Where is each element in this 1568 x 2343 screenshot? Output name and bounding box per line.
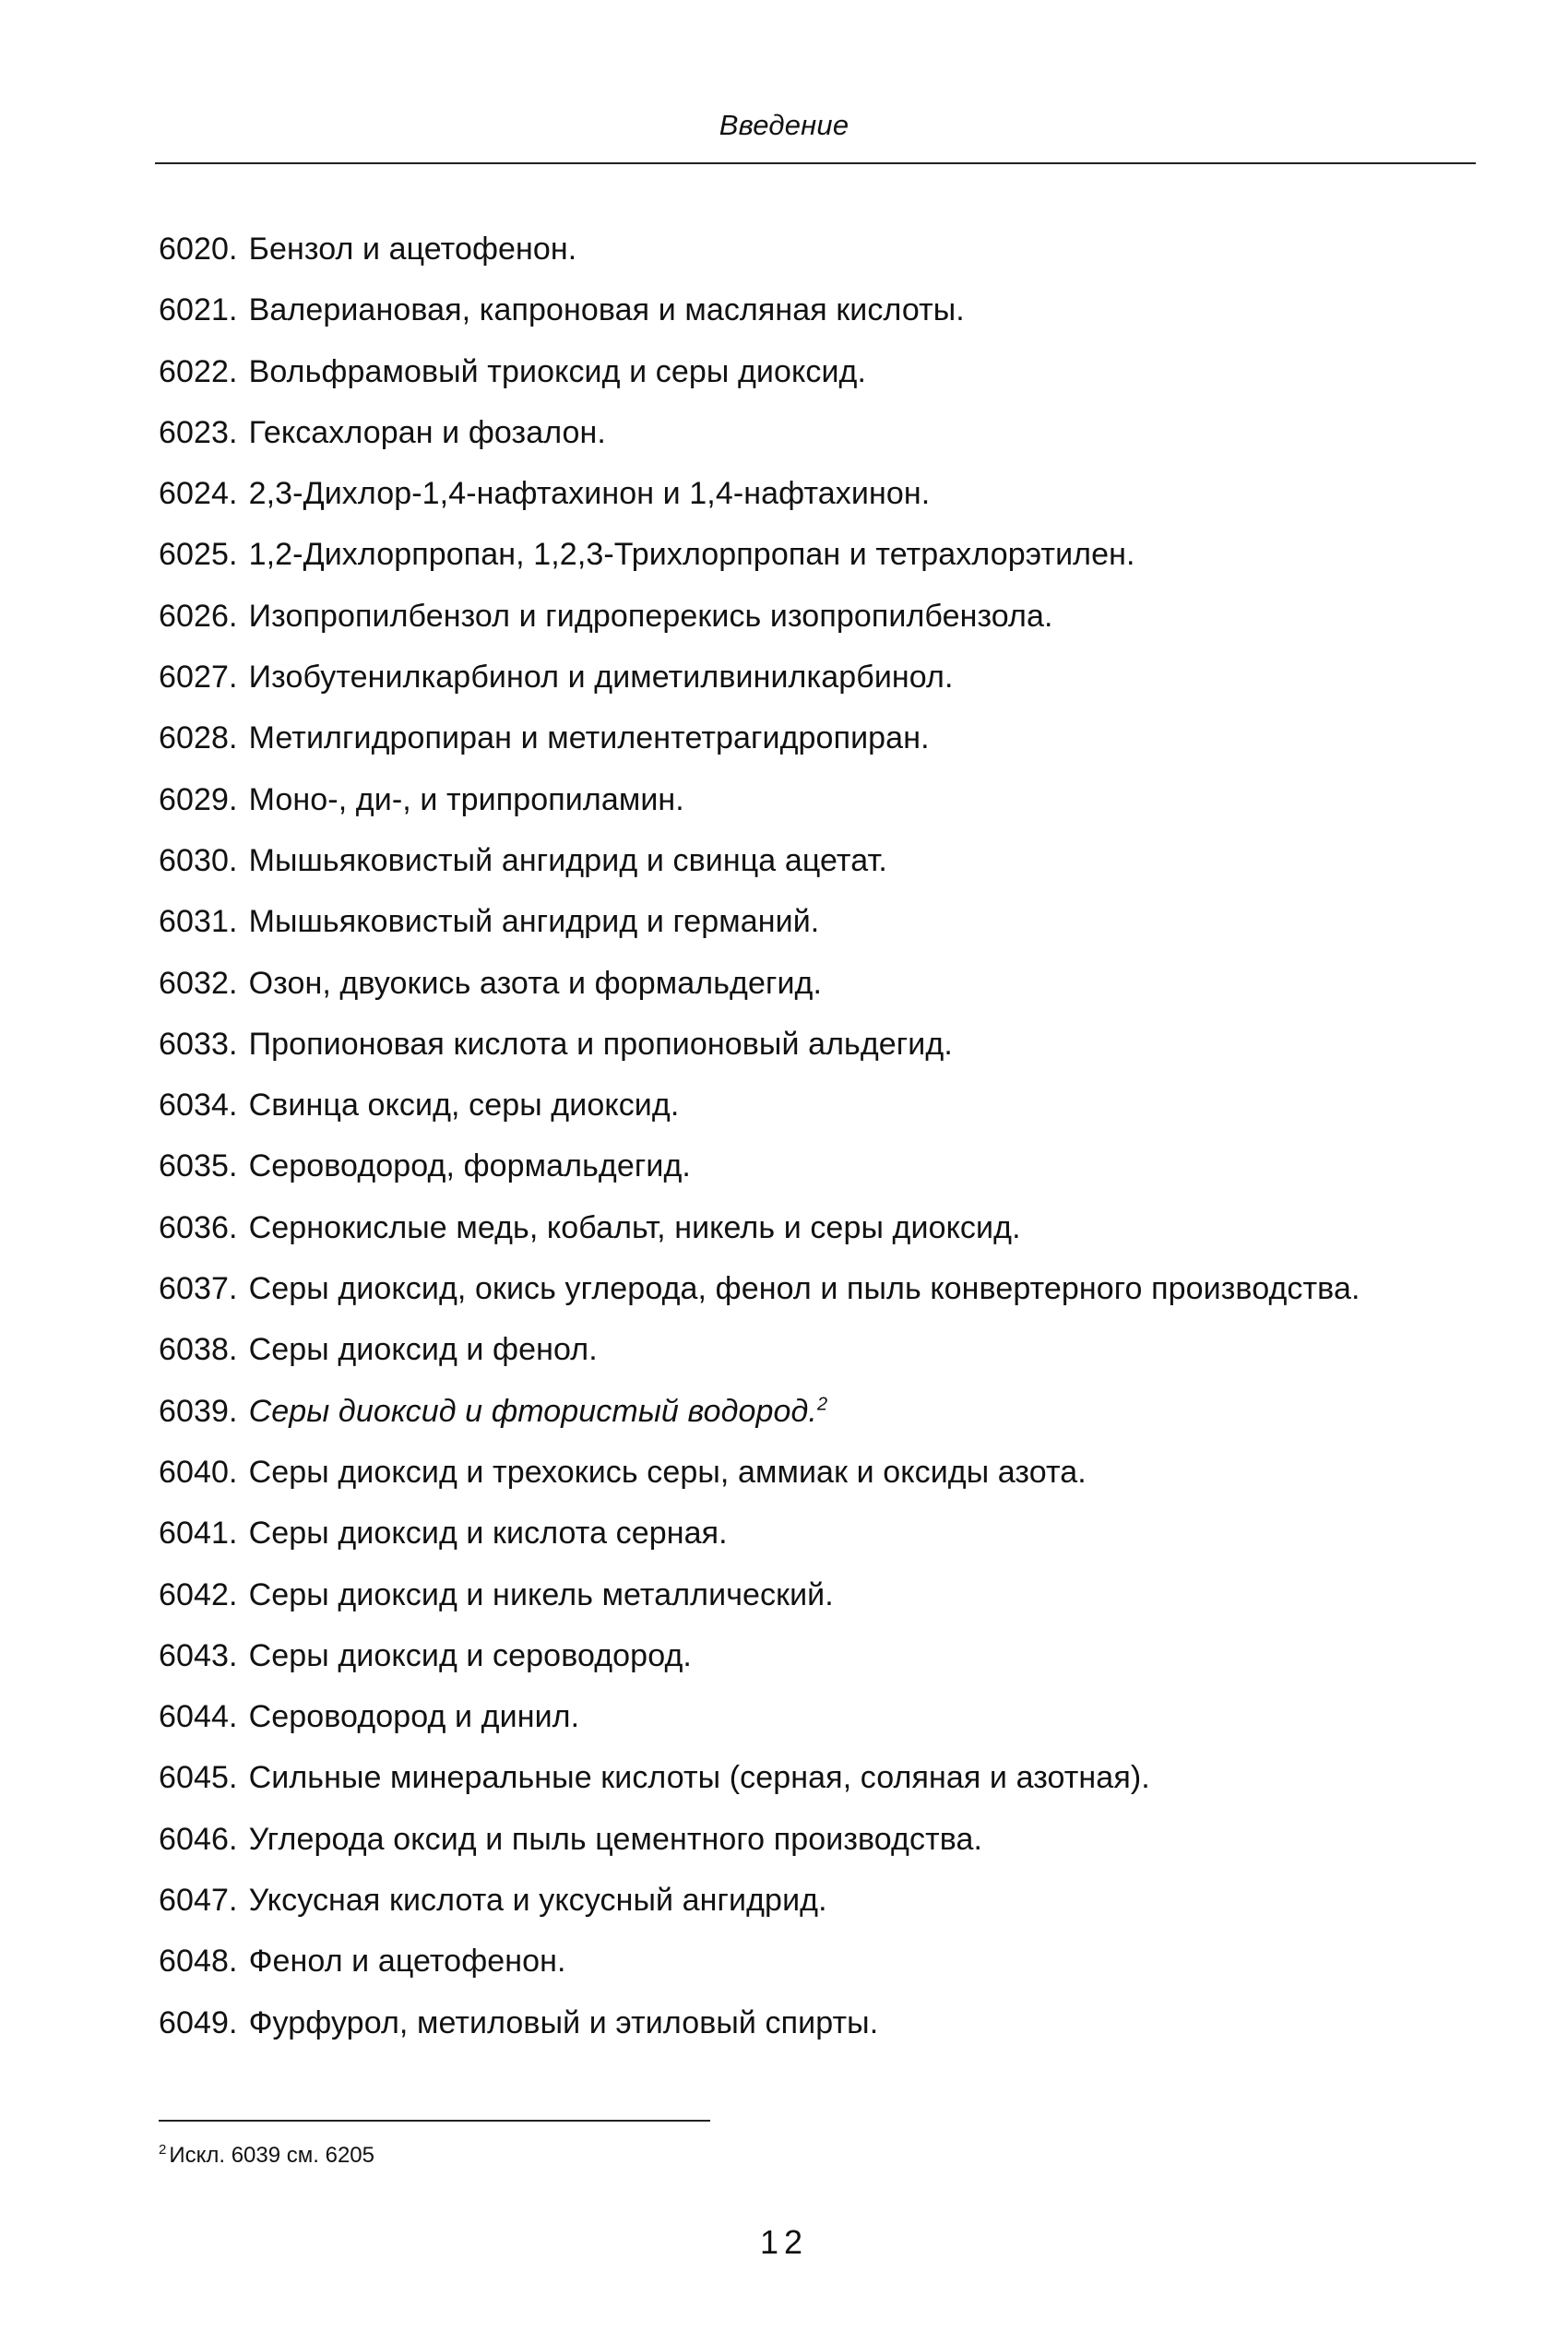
entry-code: 6035. — [159, 1148, 238, 1184]
entry-code: 6047. — [159, 1883, 238, 1919]
list-item — [159, 1513, 1478, 1574]
entry-text: Серы диоксид и никель металлический. — [248, 1576, 834, 1612]
entry-code: 6048. — [159, 1944, 238, 1980]
entry-code: 6023. — [159, 414, 238, 450]
entry-code: 6031. — [159, 904, 238, 940]
list-item — [159, 1635, 1478, 1696]
entry-text: Мышьяковистый ангидрид и германий. — [248, 904, 820, 940]
list-item — [159, 657, 1478, 718]
entry-text: Моно-, ди-, и трипропиламин. — [248, 781, 684, 817]
list-item — [159, 1329, 1478, 1390]
running-header: Введение — [719, 109, 849, 141]
entry-code: 6029. — [159, 781, 238, 817]
entry-text: Мышьяковистый ангидрид и свинца ацетат. — [248, 842, 887, 878]
list-item — [159, 290, 1478, 351]
entry-code: 6042. — [159, 1576, 238, 1612]
list-item — [159, 412, 1478, 473]
entry-text: Серы диоксид и кислота серная. — [248, 1516, 728, 1552]
list-item — [159, 1207, 1478, 1268]
entry-text: Озон, двуокись азота и формальдегид. — [248, 965, 823, 1001]
entry-code: 6021. — [159, 292, 238, 328]
entry-text: Вольфрамовый триоксид и серы диоксид. — [248, 353, 867, 389]
entry-code: 6036. — [159, 1209, 238, 1245]
entry-text: Бензол и ацетофенон. — [248, 232, 577, 267]
entry-text: Углерода оксид и пыль цементного производства. — [248, 1821, 983, 1857]
entry-code: 6020. — [159, 232, 238, 267]
entry-code: 6032. — [159, 965, 238, 1001]
list-item — [159, 1757, 1478, 1818]
entry-text: Серы диоксид и сероводород. — [248, 1637, 692, 1673]
entry-text: Изопропилбензол и гидроперекись изопропилбензола. — [248, 598, 1053, 634]
footnote-text: Искл. 6039 см. 6205 — [169, 2143, 374, 2168]
entry-text: Сероводород, формальдегид. — [248, 1148, 691, 1184]
list-item — [159, 840, 1478, 901]
list-item — [159, 596, 1478, 657]
list-item — [159, 779, 1478, 840]
entry-text: 2,3-Дихлор-1,4-нафтахинон и 1,4-нафтахинон. — [248, 476, 931, 512]
entry-code: 6038. — [159, 1332, 238, 1368]
entry-code: 6039. — [159, 1393, 238, 1429]
list-item — [159, 473, 1478, 534]
list-item — [159, 1085, 1478, 1146]
page-number: 12 — [759, 2223, 809, 2261]
list-item — [159, 1024, 1478, 1085]
entry-text: Серы диоксид и фенол. — [248, 1332, 598, 1368]
footnote-rule — [159, 2120, 710, 2122]
entry-code: 6034. — [159, 1088, 238, 1124]
substance-list — [159, 229, 1478, 2064]
list-item — [159, 1880, 1478, 1941]
list-item — [159, 2003, 1478, 2064]
entry-code: 6027. — [159, 660, 238, 696]
entry-text: Свинца оксид, серы диоксид. — [248, 1088, 680, 1124]
list-item — [159, 351, 1478, 412]
list-item — [159, 1268, 1478, 1329]
entry-code: 6026. — [159, 598, 238, 634]
list-item — [159, 1391, 1478, 1452]
entry-code: 6025. — [159, 537, 238, 573]
footnote-reference[interactable]: 2 — [816, 1394, 828, 1415]
header-rule — [155, 162, 1476, 164]
entry-code: 6044. — [159, 1699, 238, 1735]
entry-text: Валериановая, капроновая и масляная кислоты. — [248, 292, 965, 328]
entry-text: Серы диоксид и трехокись серы, аммиак и оксиды азота. — [248, 1454, 1087, 1490]
entry-text: Сероводород и динил. — [248, 1699, 580, 1735]
list-item — [159, 1452, 1478, 1513]
entry-code: 6049. — [159, 2004, 238, 2040]
entry-code: 6040. — [159, 1454, 238, 1490]
entry-code: 6033. — [159, 1026, 238, 1062]
entry-code: 6022. — [159, 353, 238, 389]
entry-text: 1,2-Дихлорпропан, 1,2,3-Трихлорпропан и тетрахлорэтилен. — [248, 537, 1135, 573]
list-item — [159, 229, 1478, 290]
entry-code: 6024. — [159, 476, 238, 512]
entry-text: Сернокислые медь, кобальт, никель и серы диоксид. — [248, 1209, 1021, 1245]
entry-text: Фурфурол, метиловый и этиловый спирты. — [248, 2004, 879, 2040]
footnote-mark: 2 — [159, 2142, 167, 2158]
entry-text: Сильные минеральные кислоты (серная, соляная и азотная). — [248, 1760, 1150, 1796]
footnote — [159, 2142, 374, 2170]
list-item — [159, 901, 1478, 962]
entry-code: 6037. — [159, 1271, 238, 1307]
list-item — [159, 1941, 1478, 2002]
entry-text: Серы диоксид и фтористый водород. — [248, 1393, 817, 1429]
entry-code: 6043. — [159, 1637, 238, 1673]
entry-code: 6046. — [159, 1821, 238, 1857]
list-item — [159, 1819, 1478, 1880]
entry-code: 6028. — [159, 720, 238, 756]
entry-text: Уксусная кислота и уксусный ангидрид. — [248, 1883, 827, 1919]
list-item — [159, 534, 1478, 595]
entry-code: 6030. — [159, 842, 238, 878]
list-item — [159, 1575, 1478, 1635]
list-item — [159, 1696, 1478, 1757]
entry-text: Гексахлоран и фозалон. — [248, 414, 606, 450]
entry-text: Метилгидропиран и метилентетрагидропиран. — [248, 720, 930, 756]
entry-text: Фенол и ацетофенон. — [248, 1944, 566, 1980]
entry-text: Серы диоксид, окись углерода, фенол и пыль конвертерного производства. — [248, 1271, 1360, 1307]
entry-text: Пропионовая кислота и пропионовый альдегид. — [248, 1026, 953, 1062]
list-item — [159, 963, 1478, 1024]
list-item — [159, 718, 1478, 779]
entry-code: 6045. — [159, 1760, 238, 1796]
entry-text: Изобутенилкарбинол и диметилвинилкарбинол. — [248, 660, 954, 696]
list-item — [159, 1146, 1478, 1207]
entry-code: 6041. — [159, 1516, 238, 1552]
